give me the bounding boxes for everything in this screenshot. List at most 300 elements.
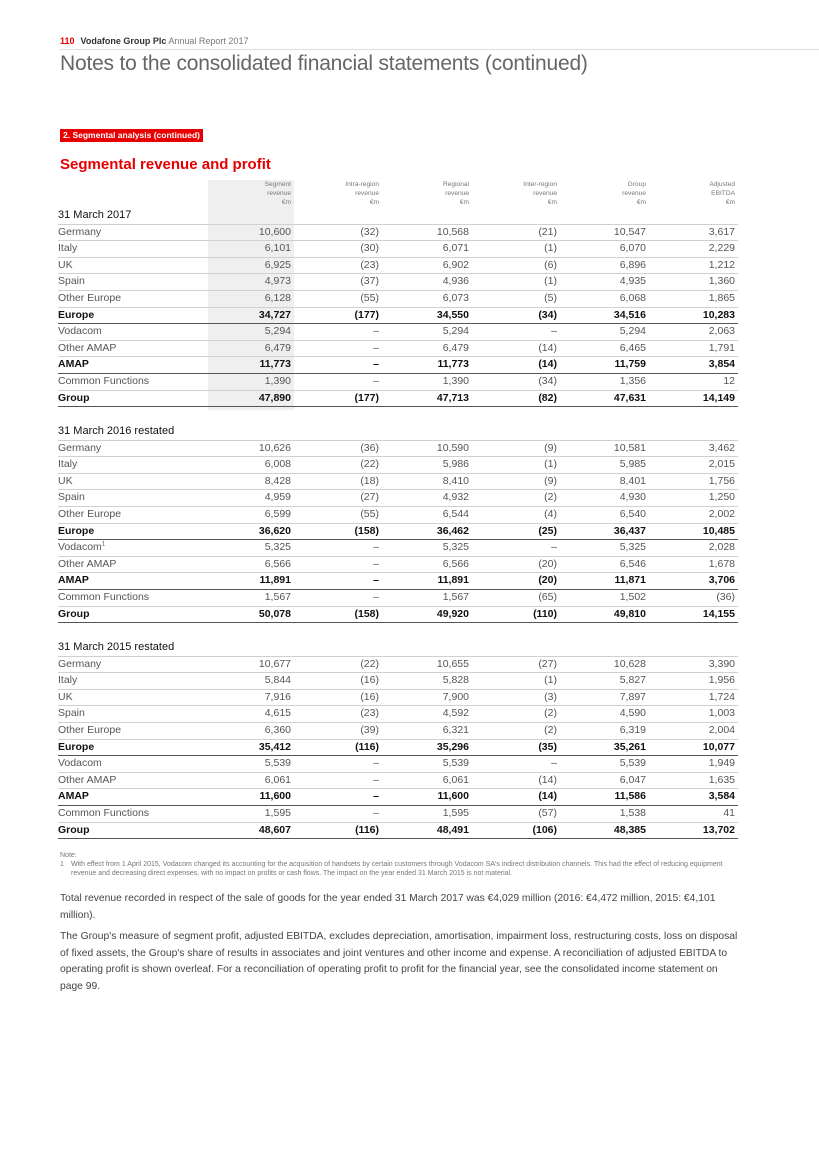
column-header-line: Segment xyxy=(264,181,291,188)
column-header xyxy=(655,180,735,207)
table-cell: 5,985 xyxy=(619,458,646,471)
table-cell: (9) xyxy=(544,474,557,487)
table-cell: (14) xyxy=(538,790,557,803)
table-cell: 4,936 xyxy=(442,275,469,288)
table-cell: 6,360 xyxy=(264,724,291,736)
table-cell: 36,462 xyxy=(436,524,469,537)
table-cell: 1,390 xyxy=(442,375,469,387)
table-cell: (55) xyxy=(360,292,379,304)
table-cell: 4,959 xyxy=(264,491,291,504)
table-cell: (18) xyxy=(360,474,379,487)
table-row xyxy=(58,740,738,757)
row-label xyxy=(58,757,102,769)
column-header-line: €m xyxy=(547,199,557,206)
table-cell: (2) xyxy=(544,724,557,736)
column-header-line: €m xyxy=(725,199,735,206)
table-row xyxy=(58,789,738,806)
column-header-line: revenue xyxy=(445,190,469,197)
table-cell: 35,296 xyxy=(436,740,469,753)
row-label xyxy=(58,342,116,354)
table-cell: 4,592 xyxy=(442,707,469,720)
table-cell: 48,385 xyxy=(613,823,646,836)
row-label-text: Europe xyxy=(58,524,95,537)
table-cell: 49,920 xyxy=(436,607,469,620)
table-cell: 1,956 xyxy=(708,674,735,687)
table-cell: 3,390 xyxy=(708,657,735,670)
table-cell: 6,073 xyxy=(442,292,469,304)
table-cell: 35,261 xyxy=(613,740,646,753)
table-cell: 1,865 xyxy=(708,292,735,304)
section-title: 31 March 2016 restated xyxy=(58,425,175,437)
row-label xyxy=(58,508,121,520)
table-cell: 47,713 xyxy=(436,391,469,404)
table-cell: 8,428 xyxy=(264,474,291,487)
page-title: Notes to the consolidated financial statements (continued) xyxy=(60,52,588,75)
table-cell: (37) xyxy=(360,275,379,288)
report-name: Annual Report 2017 xyxy=(168,36,249,46)
table-cell: (30) xyxy=(360,242,379,255)
table-cell: (20) xyxy=(538,557,557,570)
table-cell: – xyxy=(373,358,379,371)
row-label xyxy=(58,491,85,503)
row-label-text: Vodacom xyxy=(58,325,102,338)
column-header-line: Intra-region xyxy=(345,181,379,188)
column-header-line: EBITDA xyxy=(711,190,735,197)
table-row xyxy=(58,773,738,790)
table-cell: 1,678 xyxy=(708,557,735,570)
table-cell: 4,932 xyxy=(442,491,469,504)
table-cell: (158) xyxy=(354,607,379,620)
table-cell: (1) xyxy=(544,242,557,255)
table-cell: 48,607 xyxy=(258,823,291,836)
table-cell: 3,854 xyxy=(708,358,735,371)
row-label-text: Other AMAP xyxy=(58,557,117,570)
row-label-text: Italy xyxy=(58,674,78,687)
table-cell: 11,891 xyxy=(259,574,291,587)
table-cell: 34,550 xyxy=(436,308,469,321)
column-header xyxy=(566,180,646,207)
section-title: 31 March 2017 xyxy=(58,209,132,221)
table-cell: (1) xyxy=(544,674,557,687)
table-cell: 48,491 xyxy=(436,823,469,836)
table-cell: – xyxy=(551,325,557,338)
column-header xyxy=(477,180,557,207)
row-label-text: UK xyxy=(58,474,73,487)
row-label xyxy=(58,475,73,487)
table-cell: 1,595 xyxy=(442,807,469,819)
table-cell: 5,844 xyxy=(264,674,291,687)
table-row xyxy=(58,706,738,723)
table-cell: 3,617 xyxy=(708,225,735,238)
table-cell: (116) xyxy=(355,823,379,836)
table-cell: – xyxy=(373,341,379,354)
table-row xyxy=(58,524,738,541)
table-cell: 2,229 xyxy=(708,242,735,255)
row-label-text: Common Functions xyxy=(58,375,150,387)
table-cell: 6,902 xyxy=(442,258,469,271)
table-cell: – xyxy=(373,574,379,587)
table-row xyxy=(58,324,738,341)
column-header xyxy=(389,180,469,207)
table-cell: 6,068 xyxy=(619,292,646,304)
row-label xyxy=(58,674,77,686)
table-cell: 11,759 xyxy=(614,358,646,371)
table-cell: 1,538 xyxy=(619,807,646,819)
row-label xyxy=(58,242,77,254)
table-cell: (9) xyxy=(544,441,557,454)
table-cell: 6,128 xyxy=(264,292,291,304)
table-cell: 1,360 xyxy=(708,275,735,288)
table-cell: (34) xyxy=(538,308,557,321)
section-heading xyxy=(58,208,738,225)
note-text: With effect from 1 April 2015, Vodacom changed its accounting for the acquisition of handsets by certain customers through Vodacom SA's indirect distribution channels. This had the effect of reducing equipment revenue and decreasing direct expenses, with no impact on profits or cash flows. The impact on the year ended 31 March 2015 is not material. xyxy=(71,861,723,877)
row-label-text: Spain xyxy=(58,491,85,504)
table-cell: – xyxy=(551,757,557,770)
table-cell: 10,590 xyxy=(436,441,469,454)
table-cell: 5,539 xyxy=(442,757,469,770)
row-label-text: Group xyxy=(58,391,90,404)
table-cell: 11,773 xyxy=(437,358,469,371)
table-cell: (2) xyxy=(544,707,557,720)
table-cell: 1,212 xyxy=(708,258,735,271)
table-row xyxy=(58,690,738,707)
row-label-text: Group xyxy=(58,823,90,836)
table-cell: (1) xyxy=(544,458,557,471)
column-header-line: €m xyxy=(369,199,379,206)
table-cell: 6,071 xyxy=(442,242,469,255)
table-cell: 10,077 xyxy=(702,740,735,753)
table-row xyxy=(58,374,738,391)
table-cell: (25) xyxy=(538,524,557,537)
row-label xyxy=(58,458,77,470)
paragraph-segment-profit: The Group's measure of segment profit, adjusted EBITDA, excludes depreciation, amortisation, impairment loss, restructuring costs, loss on disposal of fixed assets, the Group's share of results in associates and joint ventures and other income and expense. A reconciliation of adjusted EBITDA to operating profit is shown overleaf. For a reconciliation of operating profit to profit for the financial year, see the consolidated income statement on page 99. xyxy=(60,931,738,992)
table-cell: (34) xyxy=(538,375,557,387)
table-row xyxy=(58,474,738,491)
table-cell: 10,547 xyxy=(613,225,646,238)
table-cell: 10,655 xyxy=(436,657,469,670)
row-label-text: Spain xyxy=(58,275,85,288)
table-cell: – xyxy=(373,807,379,819)
table-cell: (32) xyxy=(360,225,379,238)
column-header-line: €m xyxy=(636,199,646,206)
table-cell: 5,325 xyxy=(264,541,291,554)
table-cell: 8,401 xyxy=(619,474,646,487)
row-label-text: UK xyxy=(58,258,73,271)
table-cell: (22) xyxy=(360,458,379,471)
table-cell: 7,916 xyxy=(264,690,291,703)
table-cell: 11,600 xyxy=(437,790,469,803)
table-cell: 4,930 xyxy=(619,491,646,504)
row-label xyxy=(58,309,94,321)
table-cell: – xyxy=(373,541,379,554)
table-row xyxy=(58,291,738,308)
table-cell: 5,986 xyxy=(442,458,469,471)
table-cell: 6,101 xyxy=(264,242,291,255)
column-header-line: revenue xyxy=(355,190,379,197)
table-cell: 2,028 xyxy=(708,541,735,554)
table-cell: 6,061 xyxy=(264,773,291,786)
table-row xyxy=(58,657,738,674)
table-cell: 10,626 xyxy=(258,441,291,454)
table-cell: 12 xyxy=(723,375,735,387)
row-label-text: Spain xyxy=(58,707,85,720)
table-cell: (110) xyxy=(533,607,557,620)
table-row xyxy=(58,441,738,458)
company-name: Vodafone Group Plc xyxy=(80,36,167,46)
row-label-text: AMAP xyxy=(58,574,89,587)
row-label xyxy=(58,226,101,238)
row-label-text: Vodacom xyxy=(58,757,102,770)
paragraph-goods-revenue: Total revenue recorded in respect of the sale of goods for the year ended 31 March 2017 was €4,029 million (2016: €4,472 million, 2015: €4,101 million). xyxy=(60,893,716,921)
table-cell: 10,677 xyxy=(258,657,291,670)
table-cell: 5,828 xyxy=(442,674,469,687)
table-cell: (39) xyxy=(360,724,379,736)
table-cell: (57) xyxy=(538,807,557,819)
table-row xyxy=(58,507,738,524)
column-header-line: Inter-region xyxy=(523,181,557,188)
table-cell: 6,319 xyxy=(619,724,646,736)
table-cell: 4,615 xyxy=(264,707,291,720)
note-number: 1 xyxy=(60,861,64,868)
table-cell: 11,871 xyxy=(614,574,646,587)
table-cell: 6,896 xyxy=(619,258,646,271)
row-label xyxy=(58,741,94,753)
table-row xyxy=(58,573,738,590)
row-rule xyxy=(58,622,738,623)
table-cell: 6,566 xyxy=(442,557,469,570)
section-heading xyxy=(58,424,738,441)
footnote-marker: 1 xyxy=(101,541,106,548)
section-tag: 2. Segmental analysis (continued) xyxy=(60,129,203,142)
column-header-line: Adjusted xyxy=(709,181,735,188)
table-cell: 6,465 xyxy=(619,341,646,354)
row-label xyxy=(58,525,94,537)
table-cell: 6,008 xyxy=(264,458,291,471)
table-cell: 11,773 xyxy=(259,358,291,371)
table-cell: (116) xyxy=(355,740,379,753)
table-cell: 6,546 xyxy=(619,557,646,570)
table-cell: (23) xyxy=(360,258,379,271)
table-cell: 6,047 xyxy=(619,773,646,786)
table-cell: 5,539 xyxy=(619,757,646,770)
row-label-text: Common Functions xyxy=(58,807,150,819)
table-cell: 50,078 xyxy=(258,607,291,620)
row-label-text: Other Europe xyxy=(58,724,122,736)
table-cell: (82) xyxy=(538,391,557,404)
table-cell: 34,727 xyxy=(258,308,291,321)
table-cell: 8,410 xyxy=(442,474,469,487)
table-cell: 7,900 xyxy=(442,690,469,703)
row-label xyxy=(58,292,121,304)
table-cell: 5,294 xyxy=(442,325,469,338)
table-cell: 41 xyxy=(723,807,735,819)
table-cell: 10,568 xyxy=(436,225,469,238)
page-number: 110 xyxy=(60,36,75,46)
table-cell: – xyxy=(551,541,557,554)
table-cell: – xyxy=(373,757,379,770)
row-label xyxy=(58,375,149,387)
table-row xyxy=(58,490,738,507)
table-cell: (21) xyxy=(538,225,557,238)
table-cell: 5,325 xyxy=(619,541,646,554)
row-label-text: UK xyxy=(58,690,73,703)
table-row xyxy=(58,457,738,474)
row-label-text: Germany xyxy=(58,657,102,670)
table-cell: 1,595 xyxy=(264,807,291,819)
table-title: Segmental revenue and profit xyxy=(60,156,271,173)
table-cell: 10,485 xyxy=(702,524,735,537)
row-label-text: Italy xyxy=(58,242,78,255)
table-cell: – xyxy=(373,375,379,387)
row-label-text: Other AMAP xyxy=(58,773,117,786)
table-cell: (1) xyxy=(544,275,557,288)
column-header-line: €m xyxy=(459,199,469,206)
table-cell: 1,502 xyxy=(619,591,646,603)
table-cell: 1,390 xyxy=(264,375,291,387)
table-cell: 6,070 xyxy=(619,242,646,255)
row-label xyxy=(58,392,90,404)
table-cell: 4,590 xyxy=(619,707,646,720)
table-cell: – xyxy=(373,773,379,786)
table-cell: 10,283 xyxy=(702,308,735,321)
table-row xyxy=(58,391,738,408)
table-cell: (55) xyxy=(360,508,379,520)
table-row xyxy=(58,823,738,840)
table-cell: 1,567 xyxy=(264,591,291,603)
table-row xyxy=(58,756,738,773)
table-cell: 36,437 xyxy=(613,524,646,537)
table-row xyxy=(58,673,738,690)
row-label-text: Vodacom xyxy=(58,541,102,554)
footnote xyxy=(60,851,740,878)
header-divider xyxy=(60,49,819,50)
table-cell: – xyxy=(373,557,379,570)
table-cell: (65) xyxy=(538,591,557,603)
section-heading xyxy=(58,640,738,657)
row-label xyxy=(58,608,90,620)
table-cell: 3,462 xyxy=(708,441,735,454)
table-cell: 34,516 xyxy=(613,308,646,321)
table-cell: 6,321 xyxy=(442,724,469,736)
table-row xyxy=(58,308,738,325)
table-cell: 5,539 xyxy=(264,757,291,770)
table-cell: (22) xyxy=(360,657,379,670)
table-cell: 14,149 xyxy=(702,391,735,404)
table-cell: (27) xyxy=(538,657,557,670)
note-title: Note: xyxy=(60,852,77,859)
table-cell: 5,294 xyxy=(264,325,291,338)
table-cell: 4,973 xyxy=(264,275,291,288)
table-cell: (158) xyxy=(354,524,379,537)
table-cell: (6) xyxy=(544,258,557,271)
row-rule xyxy=(58,406,738,407)
column-header xyxy=(299,180,379,207)
table-cell: 10,628 xyxy=(613,657,646,670)
column-header-line: Regional xyxy=(442,181,469,188)
table-cell: 11,891 xyxy=(437,574,469,587)
table-cell: 1,756 xyxy=(708,474,735,487)
row-label xyxy=(58,658,101,670)
table-cell: (177) xyxy=(354,308,379,321)
table-row xyxy=(58,590,738,607)
column-header-line: revenue xyxy=(533,190,557,197)
table-cell: 49,810 xyxy=(613,607,646,620)
table-cell: (16) xyxy=(360,674,379,687)
table-row xyxy=(58,241,738,258)
row-label xyxy=(58,325,102,337)
column-header-line: revenue xyxy=(622,190,646,197)
table-cell: 6,479 xyxy=(264,341,291,354)
table-cell: (35) xyxy=(538,740,557,753)
table-cell: 4,935 xyxy=(619,275,646,288)
table-row xyxy=(58,607,738,624)
row-label-text: Group xyxy=(58,607,90,620)
table-cell: (36) xyxy=(360,441,379,454)
section-title: 31 March 2015 restated xyxy=(58,641,175,653)
table-cell: 6,925 xyxy=(264,258,291,271)
table-row xyxy=(58,258,738,275)
row-rule xyxy=(58,838,738,839)
table-cell: 13,702 xyxy=(702,823,735,836)
row-label-text: Other Europe xyxy=(58,508,122,520)
table-row xyxy=(58,225,738,242)
table-cell: 1,724 xyxy=(708,690,735,703)
row-label xyxy=(58,724,121,736)
column-header-line: €m xyxy=(281,199,291,206)
table-cell: 6,544 xyxy=(442,508,469,520)
table-cell: (14) xyxy=(538,358,557,371)
table-cell: 5,294 xyxy=(619,325,646,338)
column-header-line: Group xyxy=(627,181,646,188)
table-cell: (177) xyxy=(354,391,379,404)
table-cell: 1,250 xyxy=(708,491,735,504)
table-row xyxy=(58,357,738,374)
column-header-line: revenue xyxy=(267,190,291,197)
table-cell: 6,566 xyxy=(264,557,291,570)
table-cell: (4) xyxy=(544,508,557,520)
table-cell: (106) xyxy=(532,823,557,836)
row-label-text: Other AMAP xyxy=(58,341,117,354)
table-row xyxy=(58,540,738,557)
row-label xyxy=(58,691,73,703)
running-header xyxy=(60,36,248,46)
table-cell: 6,061 xyxy=(442,773,469,786)
table-cell: 47,631 xyxy=(613,391,646,404)
table-cell: 35,412 xyxy=(258,740,291,753)
table-row xyxy=(58,557,738,574)
table-cell: 1,791 xyxy=(708,341,735,354)
table-cell: 3,706 xyxy=(708,574,735,587)
row-label xyxy=(58,541,105,553)
row-label-text: Germany xyxy=(58,225,102,238)
table-cell: 1,356 xyxy=(619,375,646,387)
table-cell: – xyxy=(373,325,379,338)
table-cell: (14) xyxy=(538,341,557,354)
table-cell: 5,827 xyxy=(619,674,646,687)
table-cell: (5) xyxy=(544,292,557,304)
table-cell: 11,600 xyxy=(259,790,291,803)
table-cell: 1,635 xyxy=(708,773,735,786)
row-label xyxy=(58,574,89,586)
table-cell: 2,015 xyxy=(708,458,735,471)
row-label-text: Europe xyxy=(58,740,95,753)
table-cell: 5,325 xyxy=(442,541,469,554)
row-label xyxy=(58,790,89,802)
table-row xyxy=(58,806,738,823)
table-cell: 11,586 xyxy=(614,790,646,803)
table-row xyxy=(58,723,738,740)
row-label xyxy=(58,707,85,719)
